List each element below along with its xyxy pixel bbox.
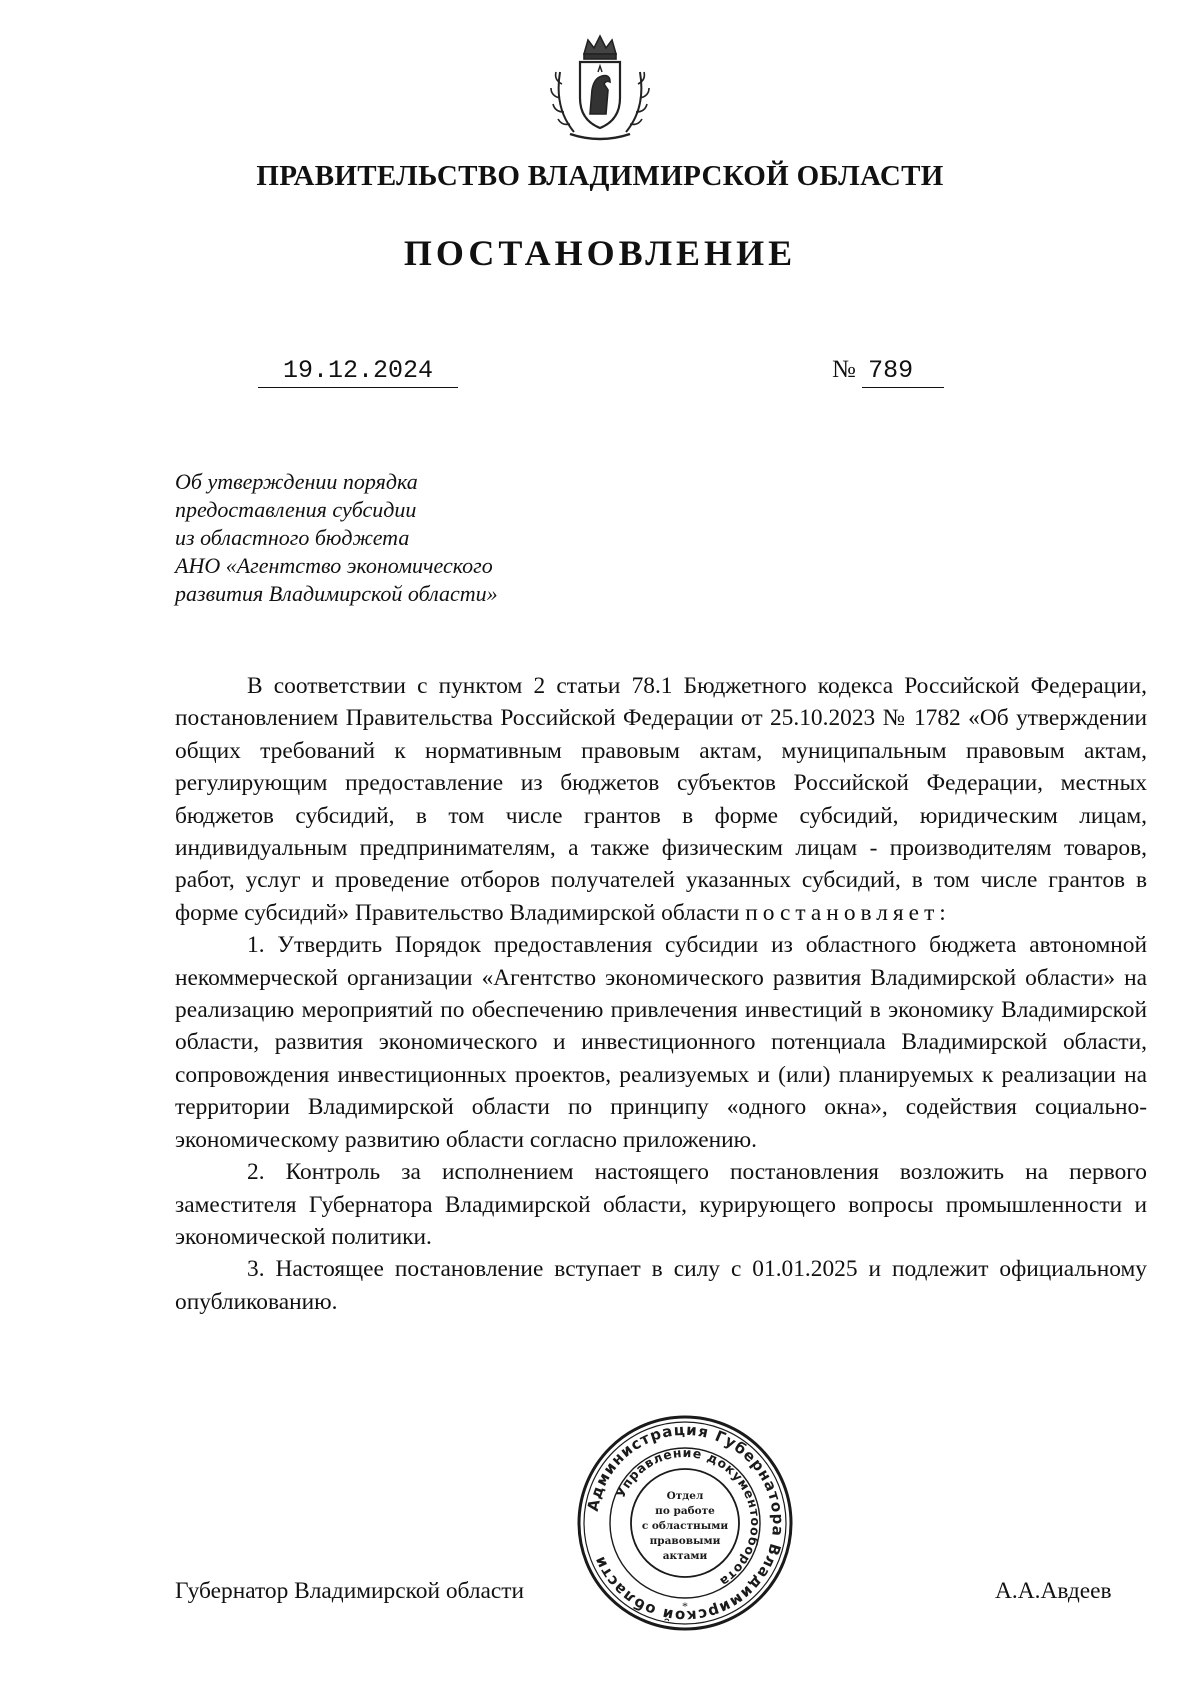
clause-paragraph: 3. Настоящее постановление вступает в силу с 01.01.2025 и подлежит официальному опубликованию. [175,1256,1147,1315]
coat-of-arms-icon [540,28,660,150]
svg-text:*: * [682,1599,688,1613]
subject-line: из областного бюджета [175,525,410,550]
clause-paragraph: 2. Контроль за исполнением настоящего постановления возложить на первого заместителя Губернатора Владимирской области, курирующего вопросы промышленности и экономической политики. [175,1159,1147,1250]
svg-text:актами: актами [662,1550,708,1562]
official-stamp [574,1412,796,1634]
subject-line: предоставления субсидии [175,497,417,522]
svg-text:по работе: по работе [655,1505,715,1517]
organization-title: ПРАВИТЕЛЬСТВО ВЛАДИМИРСКОЙ ОБЛАСТИ [256,160,944,192]
document-body [175,670,1147,1318]
subject-line: развития Владимирской области» [175,581,498,606]
preamble-text: В соответствии с пунктом 2 статьи 78.1 Бюджетного кодекса Российской Федерации, постановлением Правительства Российской Федерации от 25.10.2023 № 1782 «Об утверждении общих требований к нормативным правовым актам, муниципальным правовым актам, регулирующим предоставление из бюджетов субъектов Российской Федерации, местных бюджетов субсидий, в том числе грантов в форме субсидий, юридическим лицам, индивидуальным предпринимателям, а также физическим лицам - производителям товаров, работ, услуг и проведение отборов получателей указанных субсидий, в том числе грантов в форме субсидий» Правительство Владимирской области [175,673,1147,926]
document-date: 19.12.2024 [258,356,458,388]
subject-line: Об утверждении порядка [175,469,418,494]
svg-text:правовыми: правовыми [649,1535,721,1547]
preamble-paragraph [175,670,1147,929]
number-sign: № [832,356,856,383]
svg-text:Отдел: Отдел [666,1490,704,1502]
clause-paragraph: 1. Утвердить Порядок предоставления субсидии из областного бюджета автономной некоммерческой организации «Агентство экономического развития Владимирской области» на реализацию мероприятий по обеспечению привлечения инвестиций в экономику Владимирской области, развития экономического и инвестиционного потенциала Владимирской области, сопровождения инвестиционных проектов, реализуемых и (или) планируемых к реализации на территории Владимирской области по принципу «одного окна», содействия социально-экономическому развитию области согласно приложению. [175,932,1147,1153]
signatory-title: Губернатор Владимирской области [175,1578,525,1604]
signatory-name: А.А.Авдеев [995,1578,1112,1604]
resolves-word: постановляет: [745,899,951,926]
document-type-title: ПОСТАНОВЛЕНИЕ [403,233,797,273]
subject-line: АНО «Агентство экономического [175,553,493,578]
svg-text:Администрация Губернатора Влад: Администрация Губернатора Владимирской области [583,1420,788,1626]
svg-text:с областными: с областными [641,1520,729,1532]
svg-text:Управление документооборота: Управление документооборота [612,1444,764,1590]
document-subject [175,468,595,608]
document-number: 789 [862,356,944,388]
document-number-field [832,356,944,388]
